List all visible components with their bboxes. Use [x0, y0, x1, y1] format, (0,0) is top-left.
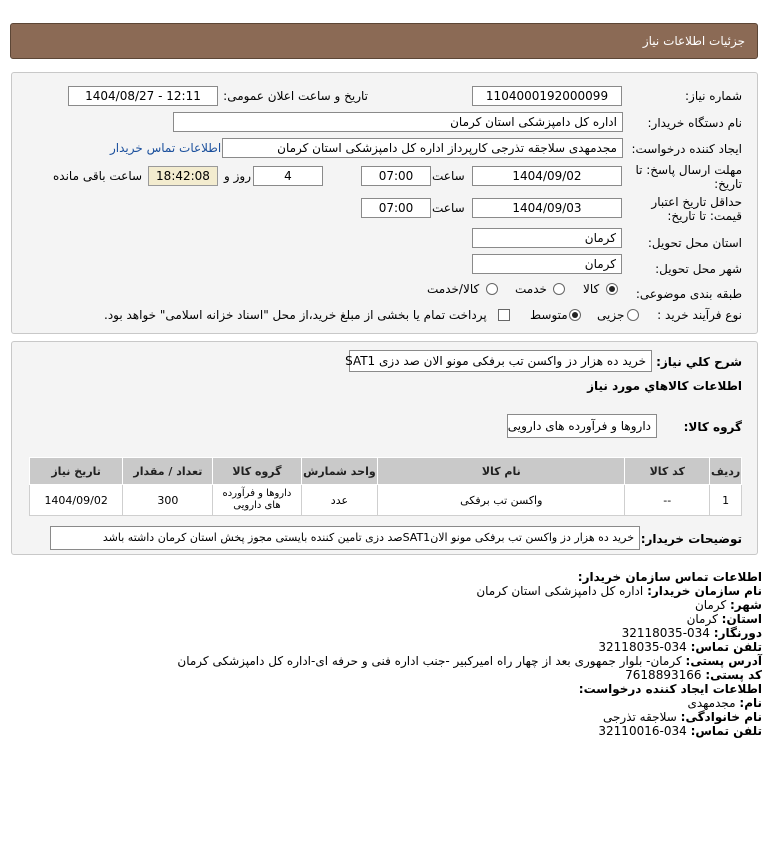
payment-note: پرداخت تمام یا بخشی از مبلغ خرید،از محل "اسناد خزانه اسلامی" خواهد بود.	[104, 308, 487, 322]
validity-label-2: قیمت: تا تاریخ:	[667, 209, 742, 223]
category-radio-both[interactable]	[486, 283, 498, 295]
buyer-label: نام دستگاه خریدار:	[647, 116, 742, 130]
cell-group: داروها و فرآورده های دارویی	[213, 485, 301, 516]
buyer-notes-label: توضیحات خریدار:	[640, 532, 742, 546]
category-option-both: کالا/خدمت	[427, 282, 480, 296]
announce-label: تاریخ و ساعت اعلان عمومی:	[223, 89, 368, 103]
creator-name-label: نام:	[739, 696, 762, 710]
cell-qty: 300	[123, 485, 213, 516]
general-desc-label: شرح کلي نياز:	[656, 355, 742, 369]
creator-phone	[598, 724, 762, 738]
validity-label: حداقل تاریخ اعتبار	[651, 195, 742, 209]
contact-city-label: شهر:	[730, 598, 762, 612]
creator-name	[687, 696, 762, 710]
validity-time-field[interactable]: 07:00	[361, 198, 431, 218]
contact-city	[695, 598, 762, 612]
category-option-service: خدمت	[515, 282, 547, 296]
contact-address-value: کرمان- بلوار جمهوری بعد از چهار راه امیرکبیر -جنب اداره فنی و حرفه ای-اداره کل دامپزشکی کرمان	[177, 654, 682, 668]
creator-info-title: اطلاعات ایجاد کننده درخواست:	[578, 682, 762, 696]
goods-group-label: گروه کالا:	[683, 420, 742, 434]
contact-province-value: کرمان	[686, 612, 718, 626]
contact-fax	[622, 626, 762, 640]
contact-org	[476, 584, 762, 598]
buyer-contact-link[interactable]: اطلاعات تماس خریدار	[110, 141, 222, 155]
page-header	[10, 23, 758, 59]
buyer-field[interactable]: اداره کل دامپزشکی استان کرمان	[173, 112, 623, 132]
category-radio-service[interactable]	[553, 283, 565, 295]
col-row-no: ردیف	[710, 458, 742, 485]
category-label: طبقه بندی موضوعی:	[635, 287, 742, 301]
contact-org-label: نام سازمان خریدار:	[647, 584, 762, 598]
process-option-medium: متوسط	[530, 308, 568, 322]
province-field[interactable]: کرمان	[472, 228, 622, 248]
validity-time-label: ساعت	[432, 201, 465, 215]
deadline-time-field[interactable]: 07:00	[361, 166, 431, 186]
remaining-label: ساعت باقی مانده	[53, 169, 143, 183]
creator-label: ایجاد کننده درخواست:	[631, 142, 742, 156]
need-number-field[interactable]: 1104000192000099	[472, 86, 622, 106]
process-option-minor: جزیی	[597, 308, 625, 322]
creator-phone-value: 034-32110016	[598, 724, 687, 738]
process-radio-minor[interactable]	[627, 309, 639, 321]
contact-title: اطلاعات تماس سازمان خریدار:	[577, 570, 762, 584]
goods-table	[29, 457, 742, 516]
deadline-label: مهلت ارسال پاسخ: تا	[635, 163, 742, 177]
goods-group-field[interactable]: داروها و فرآورده های دارویی	[507, 414, 657, 438]
deadline-time-label: ساعت	[432, 169, 465, 183]
remaining-time-box: 18:42:08	[148, 166, 218, 186]
city-field[interactable]: کرمان	[472, 254, 622, 274]
contact-fax-label: دورنگار:	[713, 626, 762, 640]
contact-phone-label: تلفن تماس:	[690, 640, 762, 654]
category-option-goods: کالا	[583, 282, 600, 296]
days-field[interactable]: 4	[253, 166, 323, 186]
contact-city-value: کرمان	[694, 598, 727, 612]
contact-postal	[625, 668, 762, 682]
announce-field[interactable]: 1404/08/27 - 12:11	[68, 86, 218, 106]
process-radio-medium[interactable]	[569, 309, 581, 321]
deadline-label-2: تاریخ:	[714, 177, 742, 191]
col-date: تاریخ نیاز	[30, 458, 123, 485]
contact-org-value: اداره کل دامپزشکی استان کرمان	[476, 584, 644, 598]
col-unit: واحد شمارش	[301, 458, 378, 485]
creator-family-value: سلاجقه تذرجی	[603, 710, 677, 724]
contact-phone-value: 034-32118035	[598, 640, 687, 654]
cell-unit: عدد	[301, 485, 378, 516]
col-name: نام کالا	[378, 458, 625, 485]
cell-date: 1404/09/02	[30, 485, 123, 516]
days-label: روز و	[224, 169, 251, 183]
cell-row-no: 1	[710, 485, 742, 516]
contact-postal-label: کد پستی:	[705, 668, 762, 682]
contact-postal-value: 7618893166	[625, 668, 702, 682]
col-group: گروه کالا	[213, 458, 301, 485]
col-code: کد کالا	[625, 458, 710, 485]
creator-family	[603, 710, 762, 724]
process-label: نوع فرآیند خرید :	[657, 308, 742, 322]
contact-fax-value: 034-32118035	[621, 626, 710, 640]
province-label: استان محل تحویل:	[647, 236, 742, 250]
need-number-label: شماره نیاز:	[685, 89, 742, 103]
contact-phone	[598, 640, 762, 654]
deadline-date-field[interactable]: 1404/09/02	[472, 166, 622, 186]
contact-province-label: استان:	[721, 612, 762, 626]
validity-date-field[interactable]: 1404/09/03	[472, 198, 622, 218]
general-panel	[11, 341, 758, 555]
goods-info-title: اطلاعات کالاهاي مورد نياز	[587, 379, 742, 393]
page-title: جزئیات اطلاعات نیاز	[642, 34, 745, 48]
contact-address-label: آدرس پستی:	[685, 654, 762, 668]
creator-name-value: مجدمهدی	[687, 696, 736, 710]
cell-code: --	[625, 485, 710, 516]
cell-name: واکسن تب برفکی	[378, 485, 625, 516]
buyer-notes-field[interactable]: خرید ده هزار دز واکسن تب برفکی مونو الانSAT1صد دزی تامین کننده بایستی مجوز پخش استان کرمان داشته باشد	[50, 526, 640, 550]
creator-field[interactable]: مجدمهدی سلاجقه تذرجی کارپرداز اداره کل دامپزشکی استان کرمان	[222, 138, 623, 158]
creator-phone-label: تلفن تماس:	[690, 724, 762, 738]
goods-table-header	[30, 458, 742, 485]
table-row[interactable]	[30, 485, 742, 516]
treasury-payment-checkbox[interactable]	[498, 309, 510, 321]
contact-address	[177, 654, 762, 668]
city-label: شهر محل تحویل:	[655, 262, 742, 276]
category-radio-goods[interactable]	[606, 283, 618, 295]
creator-family-label: نام خانوادگی:	[680, 710, 762, 724]
general-desc-field[interactable]: خرید ده هزار دز واکسن تب برفکی مونو الان صد دزی SAT1	[349, 350, 652, 372]
col-qty: تعداد / مقدار	[123, 458, 213, 485]
contact-province	[687, 612, 762, 626]
